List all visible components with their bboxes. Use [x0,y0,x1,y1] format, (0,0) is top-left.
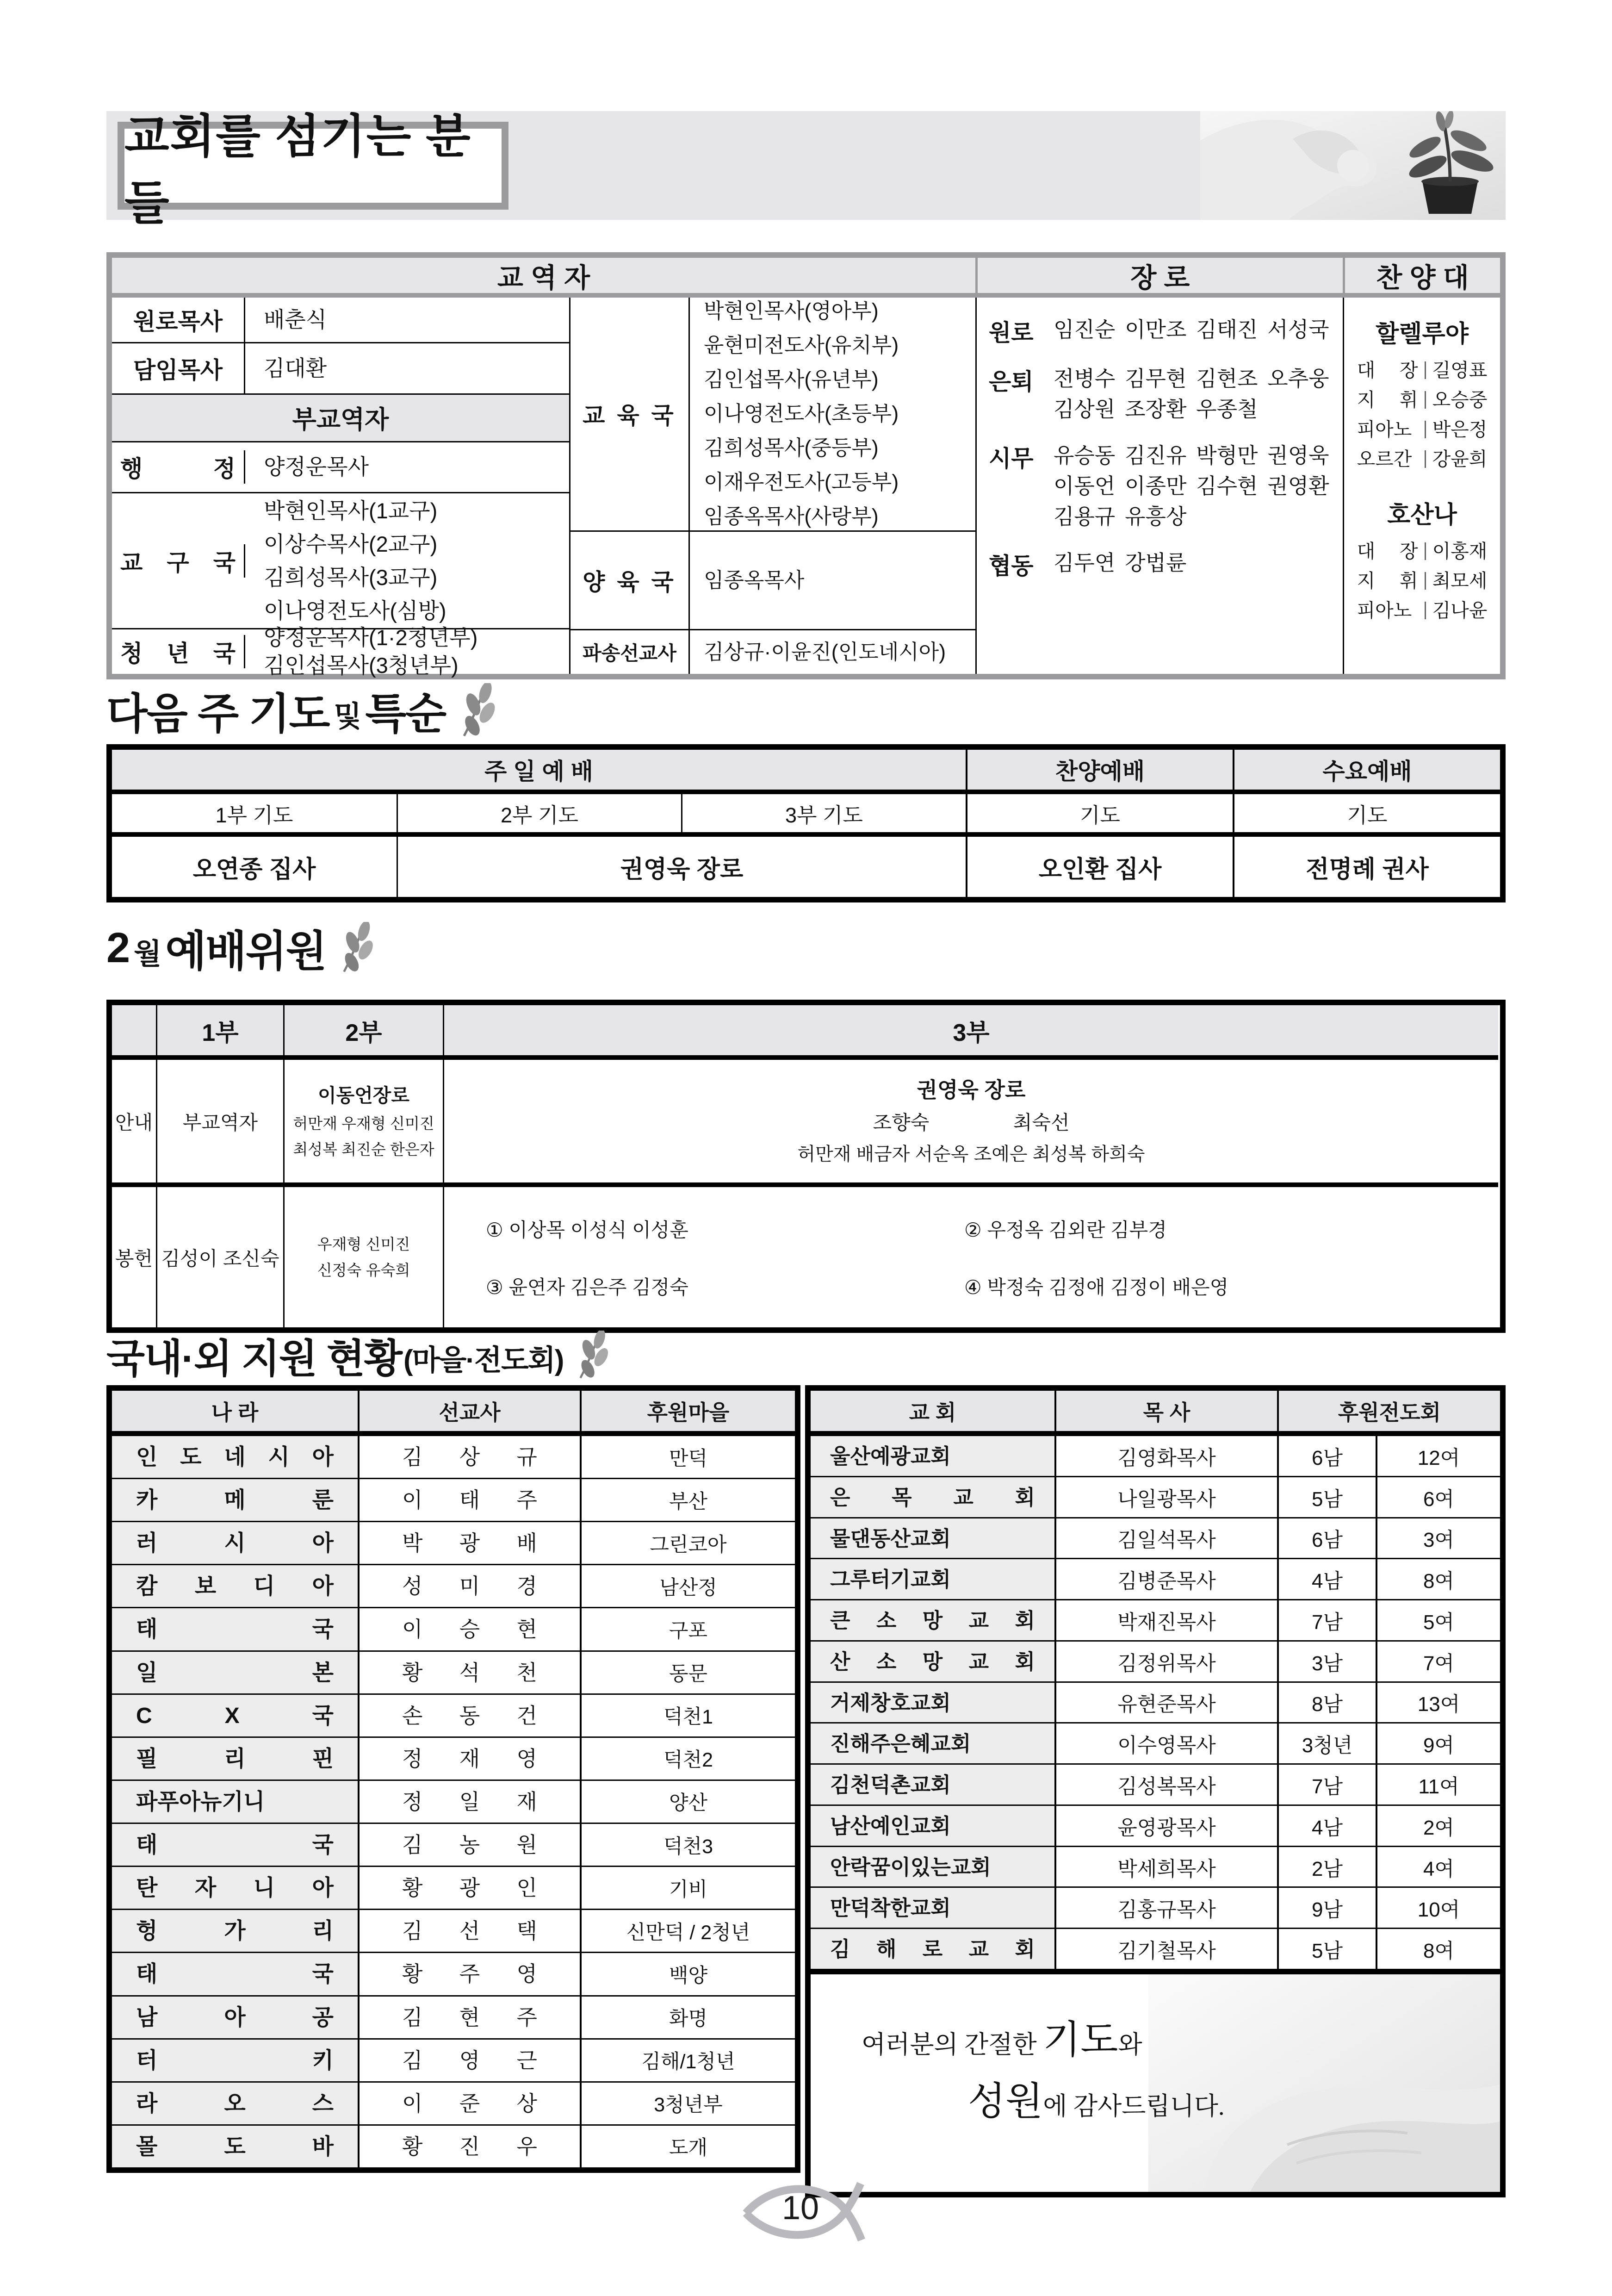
section-title-text: 예배위원 [165,928,326,975]
country-name: 헝 가 리 [112,1909,358,1952]
fish-icon [741,2181,871,2250]
elder-group [989,440,1332,532]
minister-name-list [690,532,975,629]
thanks-line1: 와 [1118,2031,1142,2059]
row-label: 담임목사 [112,343,245,393]
staff-table [106,252,1506,679]
choir-role-label: 피아노 [1357,600,1412,621]
supporting-village: 구포 [580,1607,795,1650]
choir-role-row [1357,596,1488,625]
row-label-guide: 안내 [112,1060,156,1187]
minister-name-list [690,630,975,674]
ministers-subtable [112,298,569,678]
supporting-village: 부산 [580,1478,795,1521]
minister-name: 김상규·이윤진(인도네시아) [704,640,946,664]
table-row [570,532,975,631]
thanks-line2-em: 성원 [968,2080,1043,2123]
minister-name: 박현인목사(1교구) [264,498,438,523]
men-group-count: 7남 [1277,1599,1376,1640]
church-name: 그루터기교회 [811,1558,1054,1599]
church-name: 진해주은혜교회 [811,1722,1054,1763]
church-name: 김천덕촌교회 [811,1763,1054,1804]
guide-leader: 권영욱 장로 [917,1077,1026,1102]
section-title-text: 특순 [365,691,446,738]
elder-group-label: 협동 [989,553,1034,579]
supporting-village: 기비 [580,1866,795,1909]
women-group-count: 2여 [1376,1804,1500,1846]
supporting-village: 동문 [580,1650,795,1693]
country-name: 몰 도 바 [112,2124,358,2167]
minister-name: 김인섭목사(유년부) [704,367,879,392]
missionary-name: 이 태 주 [358,1478,580,1521]
supporting-village: 양산 [580,1780,795,1823]
missionary-name: 손 동 건 [358,1693,580,1736]
pastor-name: 김성복목사 [1054,1763,1277,1804]
minister-name: 박현인목사(영아부) [704,299,879,323]
choir-group [1344,495,1500,625]
men-group-count: 6남 [1277,1435,1376,1476]
offering-part1: 김성이 조신숙 [156,1187,283,1327]
offering-group: ③ 윤연자 김은주 김정숙 [486,1276,688,1298]
choir-role-row [1357,355,1488,385]
missionary-name: 황 석 천 [358,1650,580,1693]
choir-role-label: 지 휘 [1357,570,1418,591]
offering-names: 우재형 신미진 [317,1235,410,1253]
pastor-name: 박재진목사 [1054,1599,1277,1640]
choir-group [1344,314,1500,474]
supporting-village: 도개 [580,2124,795,2167]
table-row [112,343,569,395]
page-header-banner [106,110,1506,229]
col-header-ministers: 교 역 자 [497,263,590,293]
elder-group [989,548,1332,581]
guide-names: 조향숙 최숙선 [873,1111,1070,1133]
country-name: 남 아 공 [112,1995,358,2038]
minister-name: 이나영전도사(초등부) [704,402,899,426]
church-name: 안락꿈이있는교회 [811,1846,1054,1887]
assistant-ministers-subheader: 부교역자 [112,395,569,442]
minister-name: 배춘식 [264,307,327,332]
minister-name: 양정운목사 [264,454,369,479]
choir-role-row [1357,415,1488,444]
col-header-elders: 장 로 [975,258,1343,293]
men-group-count: 7남 [1277,1763,1376,1804]
prayer-person: 오인환 집사 [966,837,1233,897]
elders-cell [975,298,1343,674]
guide-leader: 이동언장로 [317,1084,410,1106]
table-row [112,625,569,678]
choir-roles [1357,536,1488,625]
col-header-country: 나 라 [112,1391,358,1435]
minister-name: 이나영전도사(심방) [264,598,446,623]
section-title-text: 2 [106,924,130,971]
missionary-name: 성 미 경 [358,1564,580,1607]
prayer-person: 전명례 권사 [1233,837,1500,897]
women-group-count: 10여 [1376,1886,1500,1928]
churches-column [805,1385,1506,2197]
church-name: 산 소 망 교 회 [811,1640,1054,1681]
country-name: 태 국 [112,1607,358,1650]
prayer-person: 오연종 집사 [192,856,316,883]
offering-group: ④ 박정숙 김정애 김정이 배은영 [964,1276,1229,1298]
prayer-person: 권영욱 장로 [397,837,966,897]
divider [1425,602,1426,619]
row-label-offering: 봉헌 [115,1247,153,1269]
country-name: 태 국 [112,1952,358,1995]
offering-groups [444,1215,1498,1300]
col-header-wednesday-worship: 수요예배 [1233,750,1500,794]
women-group-count: 7여 [1376,1640,1500,1681]
divider [1425,421,1426,438]
choir-role-row [1357,385,1488,415]
women-group-count: 8여 [1376,1928,1500,1969]
pastor-name: 이수영목사 [1054,1722,1277,1763]
men-group-count: 6남 [1277,1517,1376,1558]
elder-group-label: 원로 [989,320,1034,346]
choir-role-row [1357,536,1488,566]
minister-name: 김희성목사(3교구) [264,565,438,590]
choir-member-name: 최모세 [1432,570,1488,591]
thanks-line1-em: 기도 [1043,2019,1118,2062]
minister-name: 이상수목사(2교구) [264,531,438,556]
church-name: 큰 소 망 교 회 [811,1599,1054,1640]
choir-member-name: 강윤희 [1432,448,1488,470]
women-group-count: 4여 [1376,1846,1500,1887]
feb-committee-table [106,1000,1506,1333]
col-header-village: 후원마을 [580,1391,795,1435]
missionary-name: 정 일 재 [358,1780,580,1823]
minister-name: 김인섭목사(3청년부) [264,653,459,678]
col-header-pastor: 목 사 [1054,1391,1277,1435]
supporting-village: 화명 [580,1995,795,2038]
missions-table [106,1385,800,2173]
minister-name: 이재우전도사(고등부) [704,470,899,494]
church-name: 거제창호교회 [811,1681,1054,1723]
thanks-text [811,1974,1500,2138]
men-group-count: 3청년 [1277,1722,1376,1763]
col-header-empty [112,1005,156,1060]
leaf-icon [334,922,375,974]
section-title-text: 및 [334,700,361,733]
next-week-prayer-table [106,744,1506,902]
minister-name: 임종옥목사(사랑부) [704,504,879,529]
row-label: 행 정 [112,450,245,484]
sub-header: 2부 기도 [397,794,681,837]
minister-name-list [245,493,569,628]
supporting-village: 남산정 [580,1564,795,1607]
women-group-count: 6여 [1376,1476,1500,1517]
choir-name: 호산나 [1387,502,1457,529]
missionary-name: 정 재 영 [358,1736,580,1780]
church-name: 은 목 교 회 [811,1476,1054,1517]
minister-name: 양정운목사(1·2청년부) [264,625,478,650]
divider [1425,361,1426,379]
page-number: 10 [782,2190,819,2227]
leaf-icon [570,1331,610,1380]
choir-member-name: 김나윤 [1432,600,1488,621]
men-group-count: 8남 [1277,1681,1376,1723]
country-name: 라 오 스 [112,2081,358,2124]
country-name: C X 국 [112,1693,358,1736]
section-title-feb-committee [106,919,375,977]
missionary-name: 황 광 인 [358,1866,580,1909]
missionary-name: 김 선 택 [358,1909,580,1952]
supporting-village: 김해/1청년 [580,2038,795,2081]
missionary-name: 김 상 규 [358,1435,580,1478]
women-group-count: 12여 [1376,1435,1500,1476]
women-group-count: 11여 [1376,1763,1500,1804]
choir-role-label: 오르간 [1357,448,1412,470]
country-name: 카 메 룬 [112,1478,358,1521]
women-group-count: 9여 [1376,1722,1500,1763]
men-group-count: 4남 [1277,1804,1376,1846]
choir-role-label: 대 장 [1357,360,1418,381]
row-label: 교 구 국 [112,544,245,578]
men-group-count: 5남 [1277,1476,1376,1517]
choir-member-name: 이홍재 [1432,541,1488,562]
minister-name: 김희성목사(중등부) [704,436,879,460]
elder-group [989,314,1332,348]
pastor-name: 김영화목사 [1054,1435,1277,1476]
supporting-village: 덕천2 [580,1736,795,1780]
supporting-village: 덕천1 [580,1693,795,1736]
country-name: 파푸아뉴기니 [112,1780,358,1823]
divider [1425,542,1426,560]
country-name: 필 리 핀 [112,1736,358,1780]
supporting-village: 3청년부 [580,2081,795,2124]
table-row [112,442,569,494]
choir-role-row [1357,566,1488,596]
supporting-village: 만덕 [580,1435,795,1478]
church-name: 만덕착한교회 [811,1886,1054,1928]
churches-table [805,1385,1506,1974]
section-title-subtitle: (마을·전도회) [403,1344,564,1376]
offering-part2 [283,1187,443,1327]
missionary-name: 이 준 상 [358,2081,580,2124]
col-header-church: 교 회 [811,1391,1054,1435]
women-group-count: 5여 [1376,1599,1500,1640]
table-row [112,298,569,343]
missionary-name: 김 영 근 [358,2038,580,2081]
pastor-name: 나일광목사 [1054,1476,1277,1517]
row-label: 청 년 국 [112,635,245,668]
minister-name-list [690,298,975,530]
missionary-name: 황 주 영 [358,1952,580,1995]
sub-header: 3부 기도 [681,794,966,837]
minister-name: 김대환 [264,355,327,380]
choir-name: 할렐루야 [1376,321,1469,348]
missionary-name: 김 농 원 [358,1823,580,1866]
sub-header: 기도 [1233,794,1500,837]
men-group-count: 5남 [1277,1928,1376,1969]
col-header-part2: 2부 [283,1005,443,1060]
col-header-choir: 찬 양 대 [1343,258,1500,293]
guide-part1: 부교역자 [156,1060,283,1187]
table-row [112,493,569,629]
choir-role-label: 대 장 [1357,541,1418,562]
col-header-supporting-group: 후원전도회 [1277,1391,1500,1435]
pastor-name: 김일석목사 [1054,1517,1277,1558]
church-name: 울산예광교회 [811,1435,1054,1476]
sub-header: 기도 [966,794,1233,837]
offering-group: ② 우정옥 김외란 김부경 [964,1219,1167,1241]
missionary-name: 김 현 주 [358,1995,580,2038]
church-name: 물댄동산교회 [811,1517,1054,1558]
col-header-part1: 1부 [156,1005,283,1060]
row-label: 원로목사 [112,298,245,342]
pastor-name: 박세희목사 [1054,1846,1277,1887]
table-row [570,630,975,674]
country-name: 러 시 아 [112,1521,358,1564]
church-name: 남산예인교회 [811,1804,1054,1846]
minister-name: 윤현미전도사(유치부) [704,333,899,357]
col-header-praise-worship: 찬양예배 [966,750,1233,794]
bulletin-page [106,0,1506,2296]
offering-group: ① 이상목 이성식 이성훈 [486,1219,688,1241]
offering-names: 신정숙 유숙희 [317,1261,410,1279]
country-name: 인 도 네 시 아 [112,1435,358,1478]
divider [1425,450,1426,468]
choir-member-name: 길영표 [1432,360,1488,381]
hand-plant-photo [1200,111,1506,220]
elder-group-label: 은퇴 [989,369,1034,395]
col-header-missionary: 선교사 [358,1391,580,1435]
men-group-count: 4남 [1277,1558,1376,1599]
offering-part3 [443,1187,1498,1327]
country-name: 터 키 [112,2038,358,2081]
table-row [570,298,975,532]
section-title-text: 국내·외 지원 현황 [106,1337,402,1381]
page-title: 교회를 섬기는 분들 [118,122,508,210]
elder-names: 유승동 김진유 박형만 권영욱 이동언 이종만 김수현 권영환 김용규 유흥상 [1054,443,1329,529]
country-name: 탄 자 니 아 [112,1866,358,1909]
staff-table-header [112,258,1500,298]
thanks-line1: 여러분의 간절한 [862,2031,1043,2059]
pastor-name: 김기철목사 [1054,1928,1277,1969]
thanks-line2: 에 감사드립니다. [1043,2092,1225,2120]
guide-names: 최성복 최진순 한은자 [293,1140,434,1158]
col-header-sunday-worship: 주 일 예 배 [112,750,966,794]
guide-part3 [443,1060,1498,1187]
minister-name-list [245,625,569,678]
church-name: 김 해 로 교 회 [811,1928,1054,1969]
missionary-name: 황 진 우 [358,2124,580,2167]
country-name: 일 본 [112,1650,358,1693]
missionary-name: 이 승 현 [358,1607,580,1650]
choir-member-name: 박은정 [1432,419,1488,440]
elder-group-label: 시무 [989,446,1034,472]
pastor-name: 유현준목사 [1054,1681,1277,1723]
men-group-count: 2남 [1277,1846,1376,1887]
choir-role-row [1357,444,1488,474]
supporting-village: 그린코아 [580,1521,795,1564]
elder-group [989,363,1332,424]
elder-names: 임진순 이만조 김태진 서성국 [1054,317,1329,342]
col-header-part3: 3부 [443,1005,1498,1060]
supporting-village: 신만덕 / 2청년 [580,1909,795,1952]
guide-part2 [283,1060,443,1187]
women-group-count: 3여 [1376,1517,1500,1558]
choir-roles [1357,355,1488,474]
bureaus-subtable [569,298,975,674]
section-title-text: 다음 주 기도 [106,691,329,738]
row-label: 양 육 국 [570,532,690,629]
women-group-count: 8여 [1376,1558,1500,1599]
section-title-support [106,1329,610,1381]
elder-names: 김두연 강법륜 [1054,551,1187,575]
choir-cell [1343,298,1500,674]
sub-header: 1부 기도 [112,794,397,837]
section-title-text: 월 [134,938,161,970]
thanks-box [805,1974,1506,2197]
pastor-name: 김병준목사 [1054,1558,1277,1599]
men-group-count: 9남 [1277,1886,1376,1928]
divider [1425,391,1426,409]
supporting-village: 덕천3 [580,1823,795,1866]
country-name: 캄 보 디 아 [112,1564,358,1607]
pastor-name: 김홍규목사 [1054,1886,1277,1928]
minister-name: 임종옥목사 [704,568,805,592]
row-label: 파송선교사 [570,630,690,674]
section-title-next-week [106,681,497,740]
row-label: 교 육 국 [570,298,690,530]
men-group-count: 3남 [1277,1640,1376,1681]
choir-member-name: 오승중 [1432,389,1488,411]
divider [1425,572,1426,590]
choir-role-label: 지 휘 [1357,389,1418,411]
missionary-name: 박 광 배 [358,1521,580,1564]
country-name: 태 국 [112,1823,358,1866]
leaf-icon [453,683,497,738]
elder-names: 전병수 김무현 김현조 오추웅 김상원 조장환 우종철 [1054,367,1329,421]
guide-names: 허만재 우재형 신미진 [293,1114,434,1132]
guide-names: 허만재 배금자 서순옥 조예은 최성복 하희숙 [797,1144,1145,1164]
pastor-name: 윤영광목사 [1054,1804,1277,1846]
women-group-count: 13여 [1376,1681,1500,1723]
choir-role-label: 피아노 [1357,419,1412,440]
pastor-name: 김정위목사 [1054,1640,1277,1681]
supporting-village: 백양 [580,1952,795,1995]
